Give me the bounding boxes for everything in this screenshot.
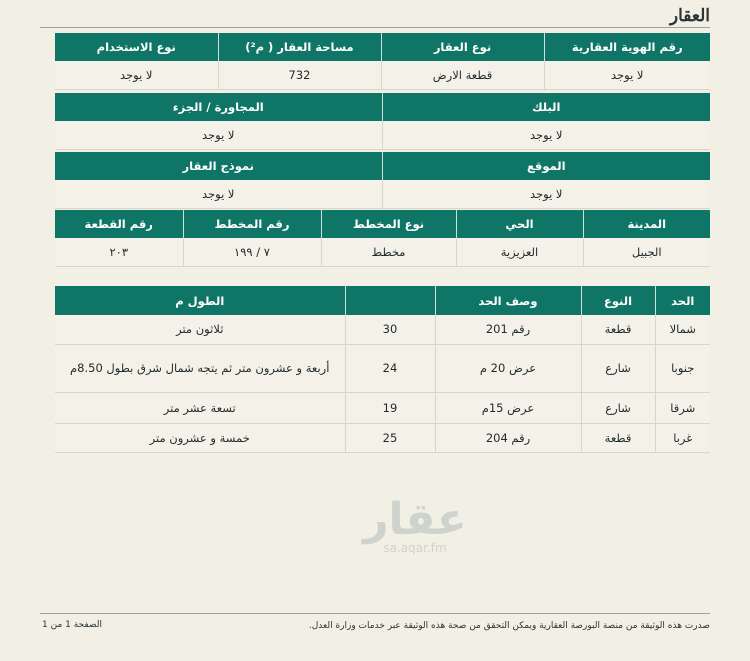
- header-block: البلك: [382, 93, 710, 121]
- boundary-length-number: 30: [345, 315, 435, 344]
- boundary-description: عرض 20 م: [435, 344, 581, 392]
- boundary-direction: جنوبا: [655, 344, 710, 392]
- value-location: لا يوجد: [382, 180, 710, 209]
- boundary-description: رقم 201: [435, 315, 581, 344]
- header-property-model: نموذج العقار: [55, 152, 382, 180]
- location-info-table: [55, 152, 710, 209]
- boundary-description: عرض 15م: [435, 392, 581, 423]
- header-plan-number: رقم المخطط: [183, 210, 321, 238]
- plan-info-table: [55, 210, 710, 267]
- header-usage-type: نوع الاستخدام: [55, 33, 218, 61]
- boundary-length-text: أربعة و عشرون متر ثم يتجه شمال شرق بطول 8.50م: [55, 344, 345, 392]
- value-plan-type: مخطط: [321, 238, 456, 267]
- value-usage-type: لا يوجد: [55, 61, 218, 90]
- value-property-id: لا يوجد: [544, 61, 710, 90]
- header-city: المدينة: [583, 210, 710, 238]
- boundary-type: شارع: [581, 392, 655, 423]
- header-location: الموقع: [382, 152, 710, 180]
- header-boundary-type: النوع: [581, 286, 655, 315]
- section-title: العقار: [669, 6, 710, 26]
- boundary-type: قطعة: [581, 423, 655, 452]
- value-property-type: قطعة الارض: [381, 61, 544, 90]
- header-length: الطول م: [55, 286, 345, 315]
- header-property-type: نوع العقار: [381, 33, 544, 61]
- boundary-length-text: ثلاثون متر: [55, 315, 345, 344]
- value-district: العزيزية: [456, 238, 583, 267]
- header-plan-type: نوع المخطط: [321, 210, 456, 238]
- watermark-logo-text: عقار: [363, 494, 467, 545]
- header-neighborhood-part: المجاورة / الجزء: [55, 93, 382, 121]
- header-property-area: مساحة العقار ( م²): [218, 33, 381, 61]
- boundary-length-text: خمسة و عشرون متر: [55, 423, 345, 452]
- property-info-table: [55, 33, 710, 90]
- page-number: الصفحة 1 من 1: [42, 620, 102, 630]
- value-block: لا يوجد: [382, 121, 710, 150]
- header-plot-number: رقم القطعة: [55, 210, 183, 238]
- header-district: الحي: [456, 210, 583, 238]
- boundary-type: قطعة: [581, 315, 655, 344]
- boundary-type: شارع: [581, 344, 655, 392]
- boundary-length-number: 24: [345, 344, 435, 392]
- value-plan-number: ٧ / ١٩٩: [183, 238, 321, 267]
- boundary-description: رقم 204: [435, 423, 581, 452]
- header-property-id: رقم الهوية العقارية: [544, 33, 710, 61]
- header-boundary-description: وصف الحد: [435, 286, 581, 315]
- footer-note: صدرت هذه الوثيقة من منصة البورصة العقارية ويمكن التحقق من صحة هذه الوثيقة عبر خدمات وزارة العدل.: [308, 621, 710, 631]
- value-property-model: لا يوجد: [55, 180, 382, 209]
- header-boundary: الحد: [655, 286, 710, 315]
- boundary-direction: شمالا: [655, 315, 710, 344]
- value-city: الجبيل: [583, 238, 710, 267]
- block-info-table: [55, 93, 710, 150]
- boundary-length-text: تسعة عشر متر: [55, 392, 345, 423]
- boundary-length-number: 25: [345, 423, 435, 452]
- value-neighborhood-part: لا يوجد: [55, 121, 382, 150]
- footer-divider: [40, 613, 710, 614]
- boundaries-table: [55, 286, 710, 453]
- boundary-length-number: 19: [345, 392, 435, 423]
- watermark-url: sa.aqar.fm: [383, 541, 447, 555]
- boundary-direction: شرقا: [655, 392, 710, 423]
- value-plot-number: ٢٠٣: [55, 238, 183, 267]
- title-divider: [40, 27, 710, 28]
- boundary-direction: غربا: [655, 423, 710, 452]
- value-property-area: 732: [218, 61, 381, 90]
- aqar-watermark: [345, 495, 485, 555]
- header-length-number: [345, 286, 435, 315]
